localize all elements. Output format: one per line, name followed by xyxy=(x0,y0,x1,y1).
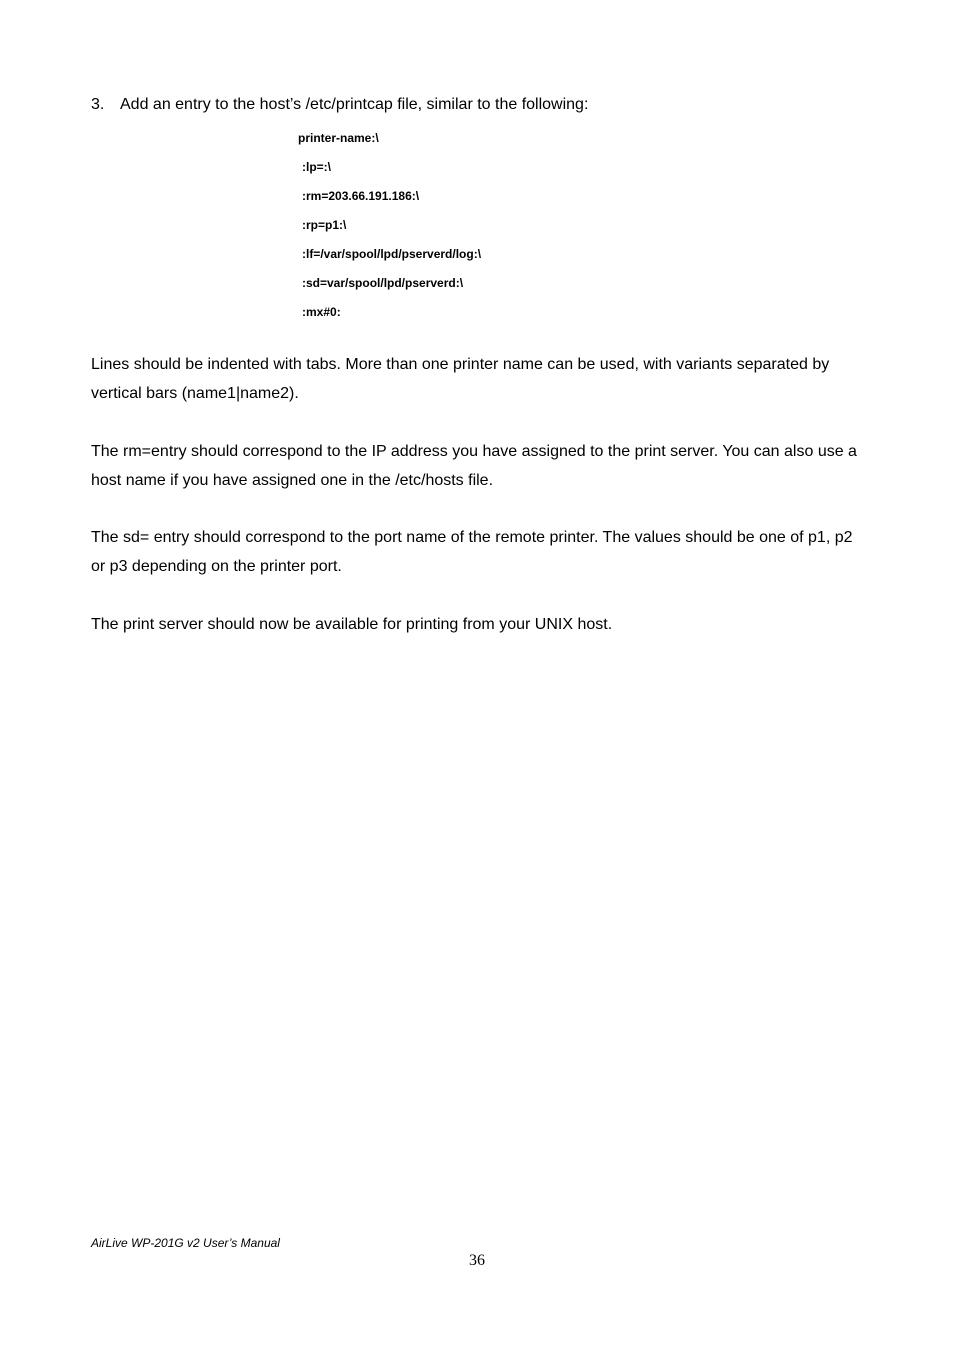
code-line: :mx#0: xyxy=(302,305,341,319)
code-line: :rp=p1:\ xyxy=(302,218,347,232)
code-line: :sd=var/spool/lpd/pserverd:\ xyxy=(302,276,464,290)
code-line: printer-name:\ xyxy=(298,131,379,145)
code-line: :rm=203.66.191.186:\ xyxy=(302,189,420,203)
code-line: :lf=/var/spool/lpd/pserverd/log:\ xyxy=(302,247,482,261)
step-number: 3. xyxy=(91,96,105,113)
step-text: Add an entry to the host’s /etc/printcap file, similar to the following: xyxy=(120,96,589,113)
footer-manual-title: AirLive WP-201G v2 User’s Manual xyxy=(91,1236,280,1250)
paragraph-rm-entry: The rm=entry should correspond to the IP address you have assigned to the print server. You can also use a host name if you have assigned one in the /etc/hosts file. xyxy=(91,443,857,489)
paragraph-conclusion: The print server should now be available for printing from your UNIX host. xyxy=(91,616,613,633)
code-line: :lp=:\ xyxy=(302,160,331,174)
printcap-code-block xyxy=(298,124,481,327)
step-3 xyxy=(91,95,588,115)
paragraph-sd-entry: The sd= entry should correspond to the port name of the remote printer. The values should be one of p1, p2 or p3 depending on the printer port. xyxy=(91,529,853,575)
page-number: 36 xyxy=(469,1252,485,1269)
paragraph-indentation: Lines should be indented with tabs. More than one printer name can be used, with variants separated by vertical bars (name1|name2). xyxy=(91,356,830,402)
